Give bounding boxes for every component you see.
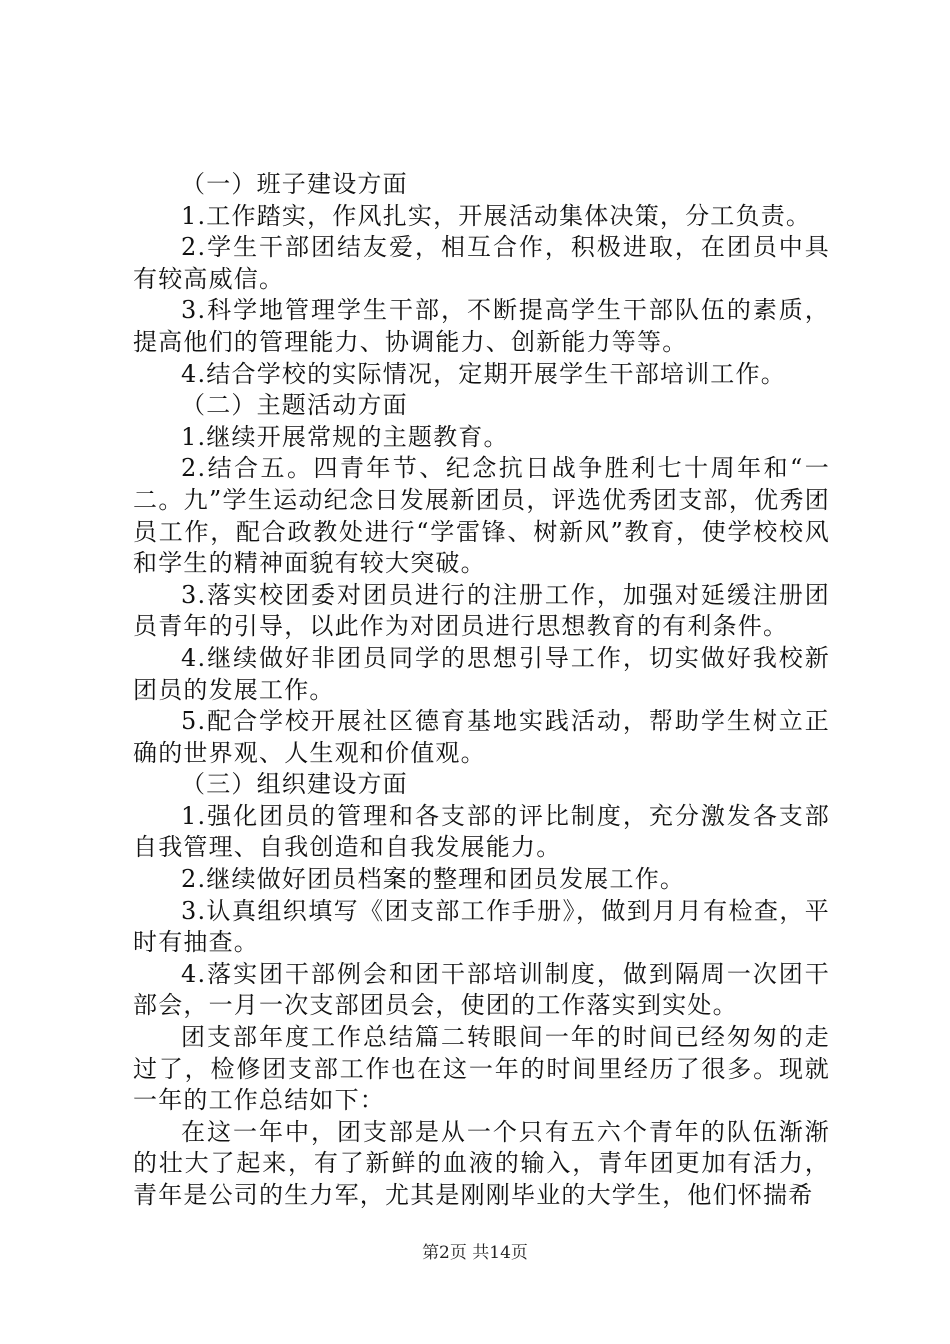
- paragraph: 3.落实校团委对团员进行的注册工作，加强对延缓注册团员青年的引导，以此作为对团员进行思想教育的有利条件。: [133, 580, 830, 641]
- paragraph: 团支部年度工作总结篇二转眼间一年的时间已经匆匆的走过了，检修团支部工作也在这一年的时间里经历了很多。现就一年的工作总结如下：: [133, 1023, 830, 1115]
- page-number-label: 第2页 共14页: [422, 1243, 528, 1263]
- paragraph: 2.学生干部团结友爱，相互合作，积极进取，在团员中具有较高威信。: [133, 233, 830, 293]
- paragraph: 4.落实团干部例会和团干部培训制度，做到隔周一次团干部会，一月一次支部团员会，使团的工作落实到实处。: [133, 959, 830, 1020]
- paragraph: 3.认真组织填写《团支部工作手册》，做到月月有检查，平时有抽查。: [133, 896, 830, 957]
- heading-organization: （三）组织建设方面: [181, 770, 408, 799]
- document-body: [133, 169, 830, 1212]
- paragraph: 4.结合学校的实际情况，定期开展学生干部培训工作。: [181, 359, 786, 388]
- paragraph: 1.继续开展常规的主题教育。: [181, 422, 509, 451]
- paragraph: 在这一年中，团支部是从一个只有五六个青年的队伍渐渐的壮大了起来，有了新鲜的血液的输入，青年团更加有活力，青年是公司的生力军，尤其是刚刚毕业的大学生，他们怀揣希: [133, 1117, 830, 1209]
- paragraph: 2.继续做好团员档案的整理和团员发展工作。: [181, 865, 686, 894]
- paragraph: 2.结合五。四青年节、纪念抗日战争胜利七十周年和“一二。九”学生运动纪念日发展新团员，评选优秀团支部，优秀团员工作，配合政教处进行“学雷锋、树新风”教育，使学校校风和学生的精神面貌有较大突破。: [133, 454, 830, 578]
- paragraph: 1.工作踏实，作风扎实，开展活动集体决策，分工负责。: [181, 201, 812, 230]
- paragraph: 3.科学地管理学生干部，不断提高学生干部队伍的素质，提高他们的管理能力、协调能力、创新能力等等。: [133, 296, 830, 356]
- paragraph: 1.强化团员的管理和各支部的评比制度，充分激发各支部自我管理、自我创造和自我发展能力。: [133, 801, 830, 862]
- heading-leadership: （一）班子建设方面: [181, 170, 408, 198]
- paragraph: 4.继续做好非团员同学的思想引导工作，切实做好我校新团员的发展工作。: [133, 643, 830, 704]
- paragraph: 5.配合学校开展社区德育基地实践活动，帮助学生树立正确的世界观、人生观和价值观。: [133, 707, 830, 767]
- heading-theme-activities: （二）主题活动方面: [181, 391, 408, 420]
- page-footer: [0, 1243, 950, 1263]
